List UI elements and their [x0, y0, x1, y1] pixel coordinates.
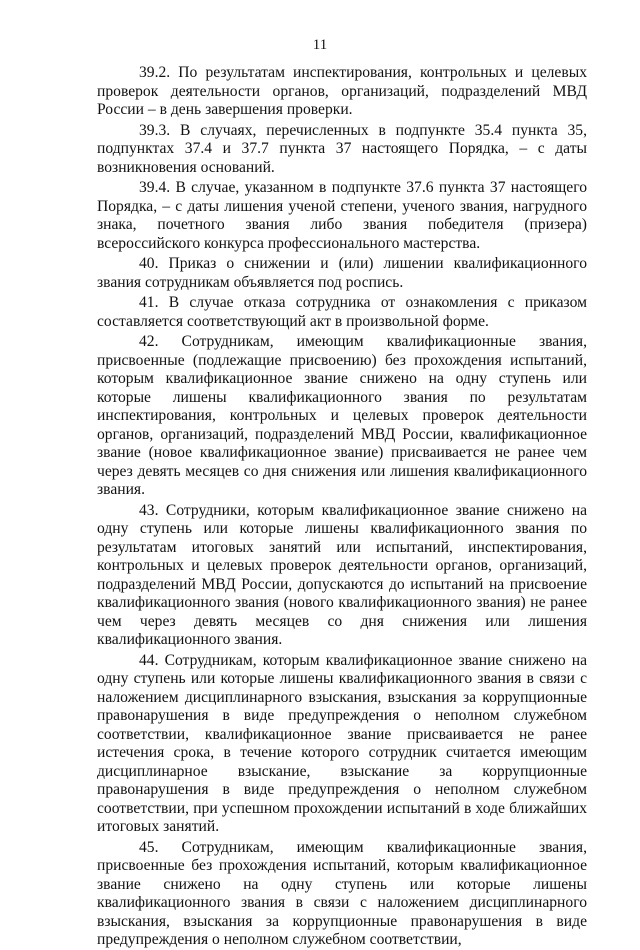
paragraph-43: 43. Сотрудники, которым квалификационное звание снижено на одну ступень или которые лишены квалификационного звания по результатам итоговых занятий или испытаний, инспектирования, контрольных и целевых проверок деятельности органов, организаций, подразделений МВД России, допускаются до испытаний на присвоение квалификационного звания (нового квалификационного звания) не ранее чем через девять месяцев со дня снижения или лишения квалификационного звания.	[97, 501, 587, 648]
paragraph-39-4: 39.4. В случае, указанном в подпункте 37.6 пункта 37 настоящего Порядка, – с даты лишения ученой степени, ученого звания, нагрудного знака, почетного звания либо звания победителя (призера) всероссийского конкурса профессионального мастерства.	[97, 179, 587, 252]
paragraph-39-2: 39.2. По результатам инспектирования, контрольных и целевых проверок деятельности органов, организаций, подразделений МВД России – в день завершения проверки.	[97, 64, 587, 118]
paragraph-41: 41. В случае отказа сотрудника от ознакомления с приказом составляется соответствующий акт в произвольной форме.	[97, 294, 587, 330]
paragraph-44: 44. Сотрудникам, которым квалификационное звание снижено на одну ступень или которые лишены квалификационного звания в связи с наложением дисциплинарного взыскания, взыскания за коррупционные правонарушения в виде предупреждения о неполном служебном соответствии, квалификационное звание присваивается не ранее истечения срока, в течение которого сотрудник считается имеющим дисциплинарное взыскание, взыскание за коррупционные правонарушения в виде предупреждения о неполном служебном соответствии, при успешном прохождении испытаний в ходе ближайших итоговых занятий.	[97, 651, 587, 835]
paragraph-40: 40. Приказ о снижении и (или) лишении квалификационного звания сотрудникам объявляется под роспись.	[97, 255, 587, 291]
paragraph-42: 42. Сотрудникам, имеющим квалификационные звания, присвоенные (подлежащие присвоению) без прохождения испытаний, которым квалификационное звание снижено на одну ступень или которые лишены квалификационного звания по результатам инспектирования, контрольных и целевых проверок деятельности органов, организаций, подразделений МВД России, квалификационное звание (новое квалификационное звание) присваивается не ранее чем через девять месяцев со дня снижения или лишения квалификационного звания.	[97, 333, 587, 498]
paragraph-39-3: 39.3. В случаях, перечисленных в подпункте 35.4 пункта 35, подпунктах 37.4 и 37.7 пункта 37 настоящего Порядка, – с даты возникновения оснований.	[97, 121, 587, 176]
paragraph-45: 45. Сотрудникам, имеющим квалификационные звания, присвоенные без прохождения испытаний, которым квалификационное звание снижено на одну ступень или которые лишены квалификационного звания в связи с наложением дисциплинарного взыскания, взыскания за коррупционные правонарушения в виде предупреждения о неполном служебном соответствии,	[97, 838, 587, 948]
document-body	[97, 64, 587, 950]
page-number: 11	[312, 37, 328, 53]
